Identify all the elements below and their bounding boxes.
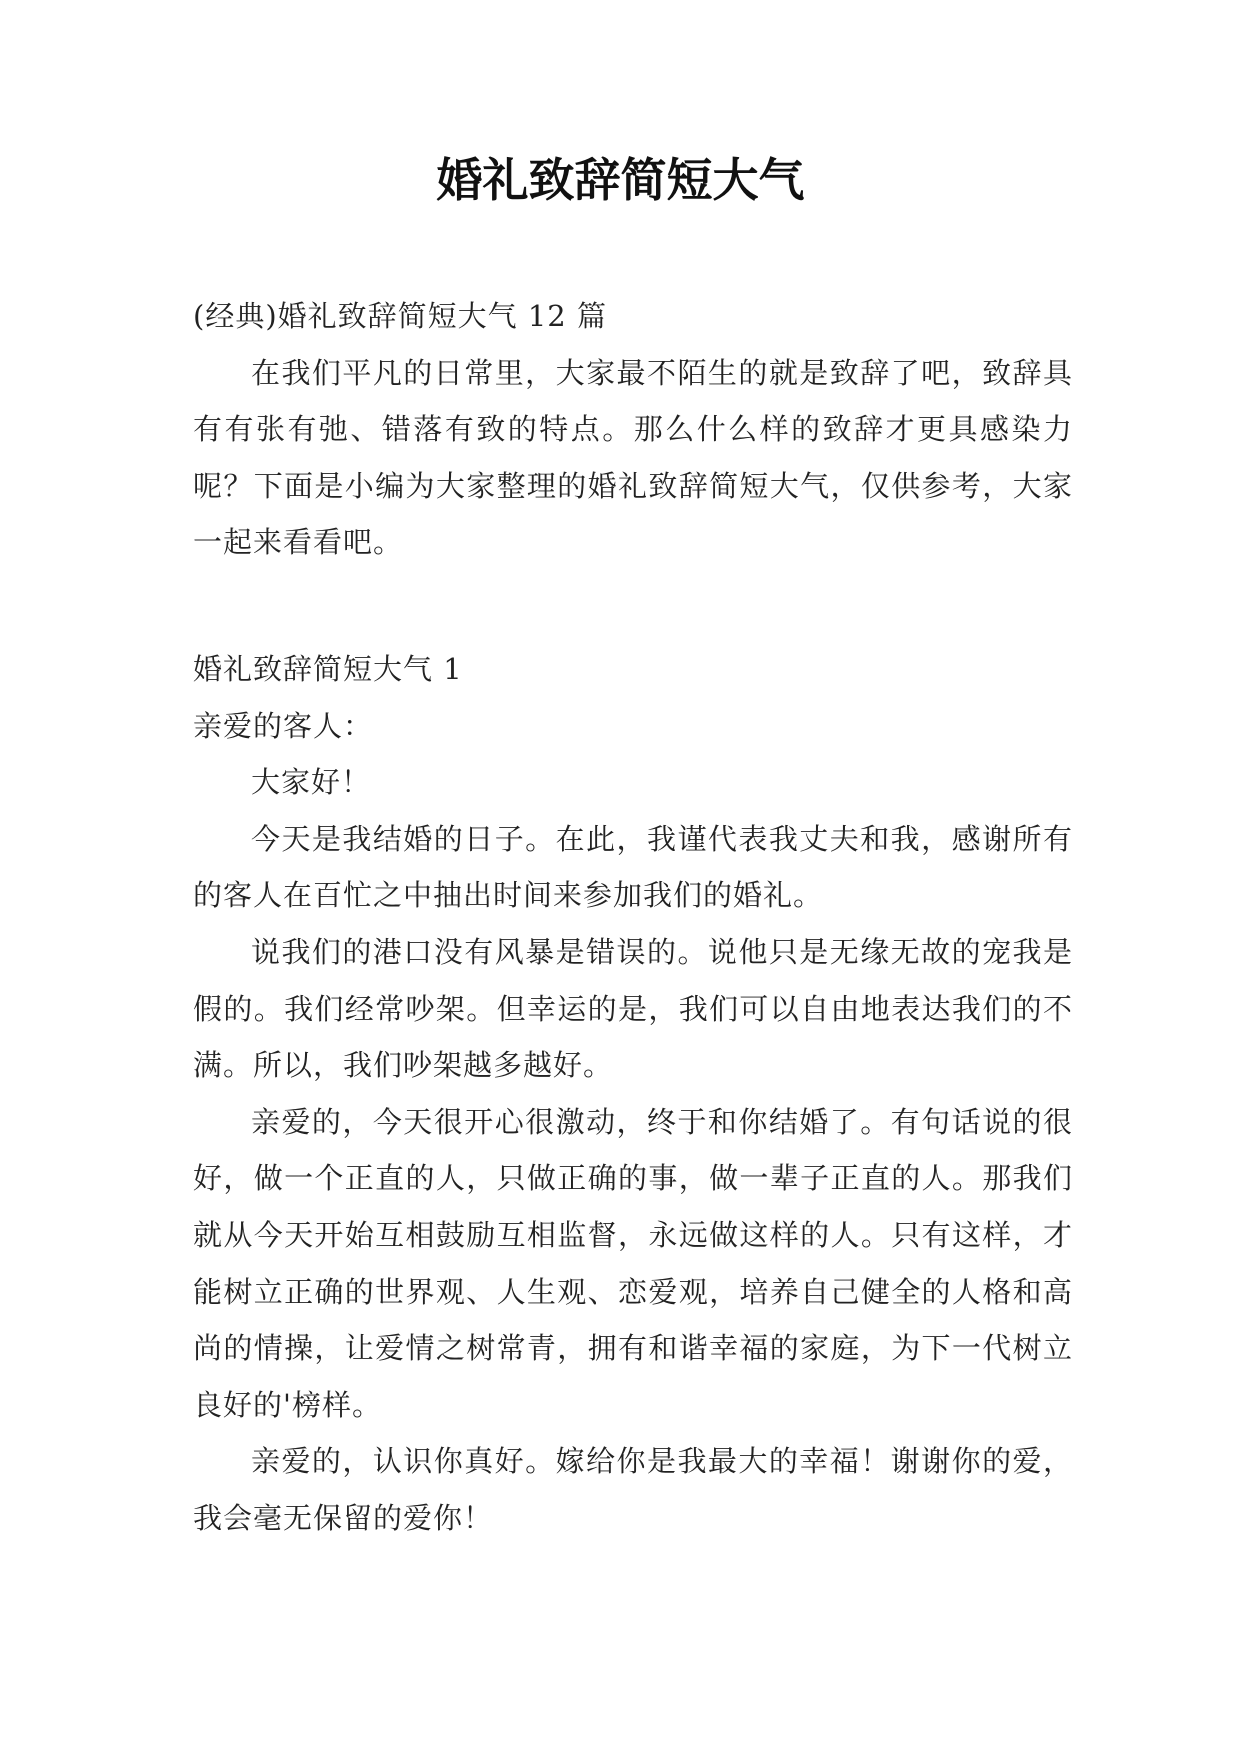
body-paragraph: 今天是我结婚的日子。在此，我谨代表我丈夫和我，感谢所有的客人在百忙之中抽出时间来参加我们的婚礼。 <box>193 821 1073 913</box>
document-title: 婚礼致辞简短大气 <box>436 153 805 207</box>
greeting: 大家好！ <box>251 765 372 800</box>
intro-paragraph: 在我们平凡的日常里，大家最不陌生的就是致辞了吧，致辞具有有张有弛、错落有致的特点。那么什么样的致辞才更具感染力呢？下面是小编为大家整理的婚礼致辞简短大气，仅供参考，大家一起来看看吧。 <box>193 355 1073 560</box>
body-paragraph: 亲爱的，认识你真好。嫁给你是我最大的幸福！谢谢你的爱，我会毫无保留的爱你！ <box>193 1444 1073 1535</box>
body-paragraph: 亲爱的，今天很开心很激动，终于和你结婚了。有句话说的很好，做一个正直的人，只做正确的事，做一辈子正直的人。那我们就从今天开始互相鼓励互相监督，永远做这样的人。只有这样，才能树立正确的世界观、人生观、恋爱观，培养自己健全的人格和高尚的情操，让爱情之树常青，拥有和谐幸福的家庭，为下一代树立良好的'榜样。 <box>193 1104 1073 1422</box>
body-paragraph: 说我们的港口没有风暴是错误的。说他只是无缘无故的宠我是假的。我们经常吵架。但幸运的是，我们可以自由地表达我们的不满。所以，我们吵架越多越好。 <box>193 934 1073 1083</box>
document-body <box>193 288 1073 1546</box>
salutation: 亲爱的客人： <box>193 708 374 743</box>
document-subtitle: (经典)婚礼致辞简短大气 12 篇 <box>193 299 607 333</box>
section-spacer <box>193 571 1073 641</box>
section-heading: 婚礼致辞简短大气 1 <box>193 651 463 686</box>
